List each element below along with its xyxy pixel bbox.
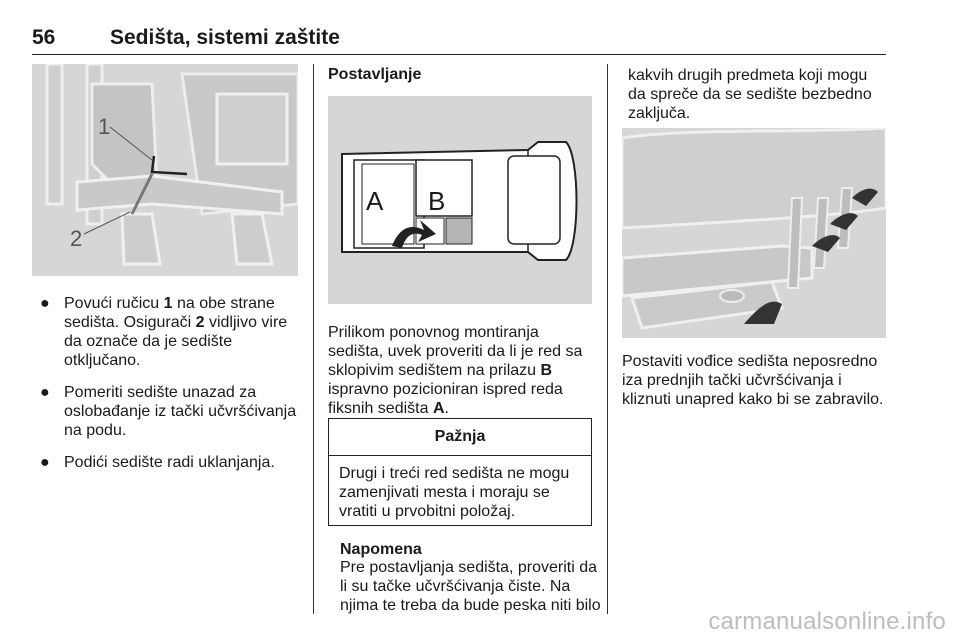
instructions-list <box>38 294 304 485</box>
figure-label: A <box>366 186 384 216</box>
bullet-icon: ● <box>40 384 50 401</box>
figure-label: 2 <box>70 226 83 251</box>
text-run: na obe strane sedišta. Osigurači <box>64 295 275 331</box>
seat-layout-figure <box>328 96 592 304</box>
notice-title: Pažnja <box>329 419 591 456</box>
seat-guides-figure <box>622 128 886 338</box>
note-body: Pre postavljanja sedišta, proveriti da li su tačke učvršćivanja čiste. Na njima te treba da bude peska niti bilo <box>340 559 601 614</box>
instruction-item <box>38 294 304 370</box>
page-header <box>32 24 886 55</box>
note-heading: Napomena <box>340 541 422 558</box>
notice-box <box>328 418 592 526</box>
text-run: . <box>444 400 449 417</box>
instruction-item <box>38 453 304 472</box>
section-heading: Postavljanje <box>328 66 422 83</box>
page-number: 56 <box>32 26 56 49</box>
text-run: Podići sedište radi uklanjanja. <box>64 454 275 471</box>
column-divider <box>607 64 608 614</box>
seat-release-figure <box>32 64 298 276</box>
bullet-icon: ● <box>40 454 50 471</box>
continued-text: kakvih drugih predmeta koji mogu da spreče da se sedište bezbedno zaključa. <box>628 67 872 122</box>
bold-ref: B <box>540 362 553 379</box>
bold-ref: A <box>432 400 445 417</box>
page-title: Sedišta, sistemi zaštite <box>110 26 340 49</box>
instruction-item <box>38 383 304 440</box>
column-divider <box>313 64 314 614</box>
bold-ref: 2 <box>195 314 205 331</box>
notice-body: Drugi i treći red sedišta ne mogu zamenjivati mesta i moraju se vratiti u prvobitni položaj. <box>339 465 570 520</box>
figure-label: 1 <box>98 114 111 139</box>
figure-label: B <box>428 186 446 216</box>
mounting-paragraph <box>328 323 596 418</box>
text-run: Pomeriti sedište unazad za oslobađanje iz tački učvršćivanja na podu. <box>64 384 297 439</box>
text-run: ispravno pozicioniran ispred reda fiksnih sedišta <box>328 381 563 417</box>
text-run: Povući ručicu <box>64 295 164 312</box>
text-run: vidljivo vire da označe da je sedište otključano. <box>64 314 288 369</box>
bold-ref: 1 <box>163 295 173 312</box>
bullet-icon: ● <box>40 295 50 312</box>
guides-paragraph: Postaviti vođice sedišta neposredno iza prednjih tački učvršćivanja i kliznuti unapred kako bi se zabravilo. <box>622 353 884 408</box>
watermark: carmanualsonline.info <box>708 608 946 635</box>
text-run: Prilikom ponovnog montiranja sedišta, uvek proveriti da li je red sa sklopivim sedištem na prilazu <box>328 324 583 379</box>
